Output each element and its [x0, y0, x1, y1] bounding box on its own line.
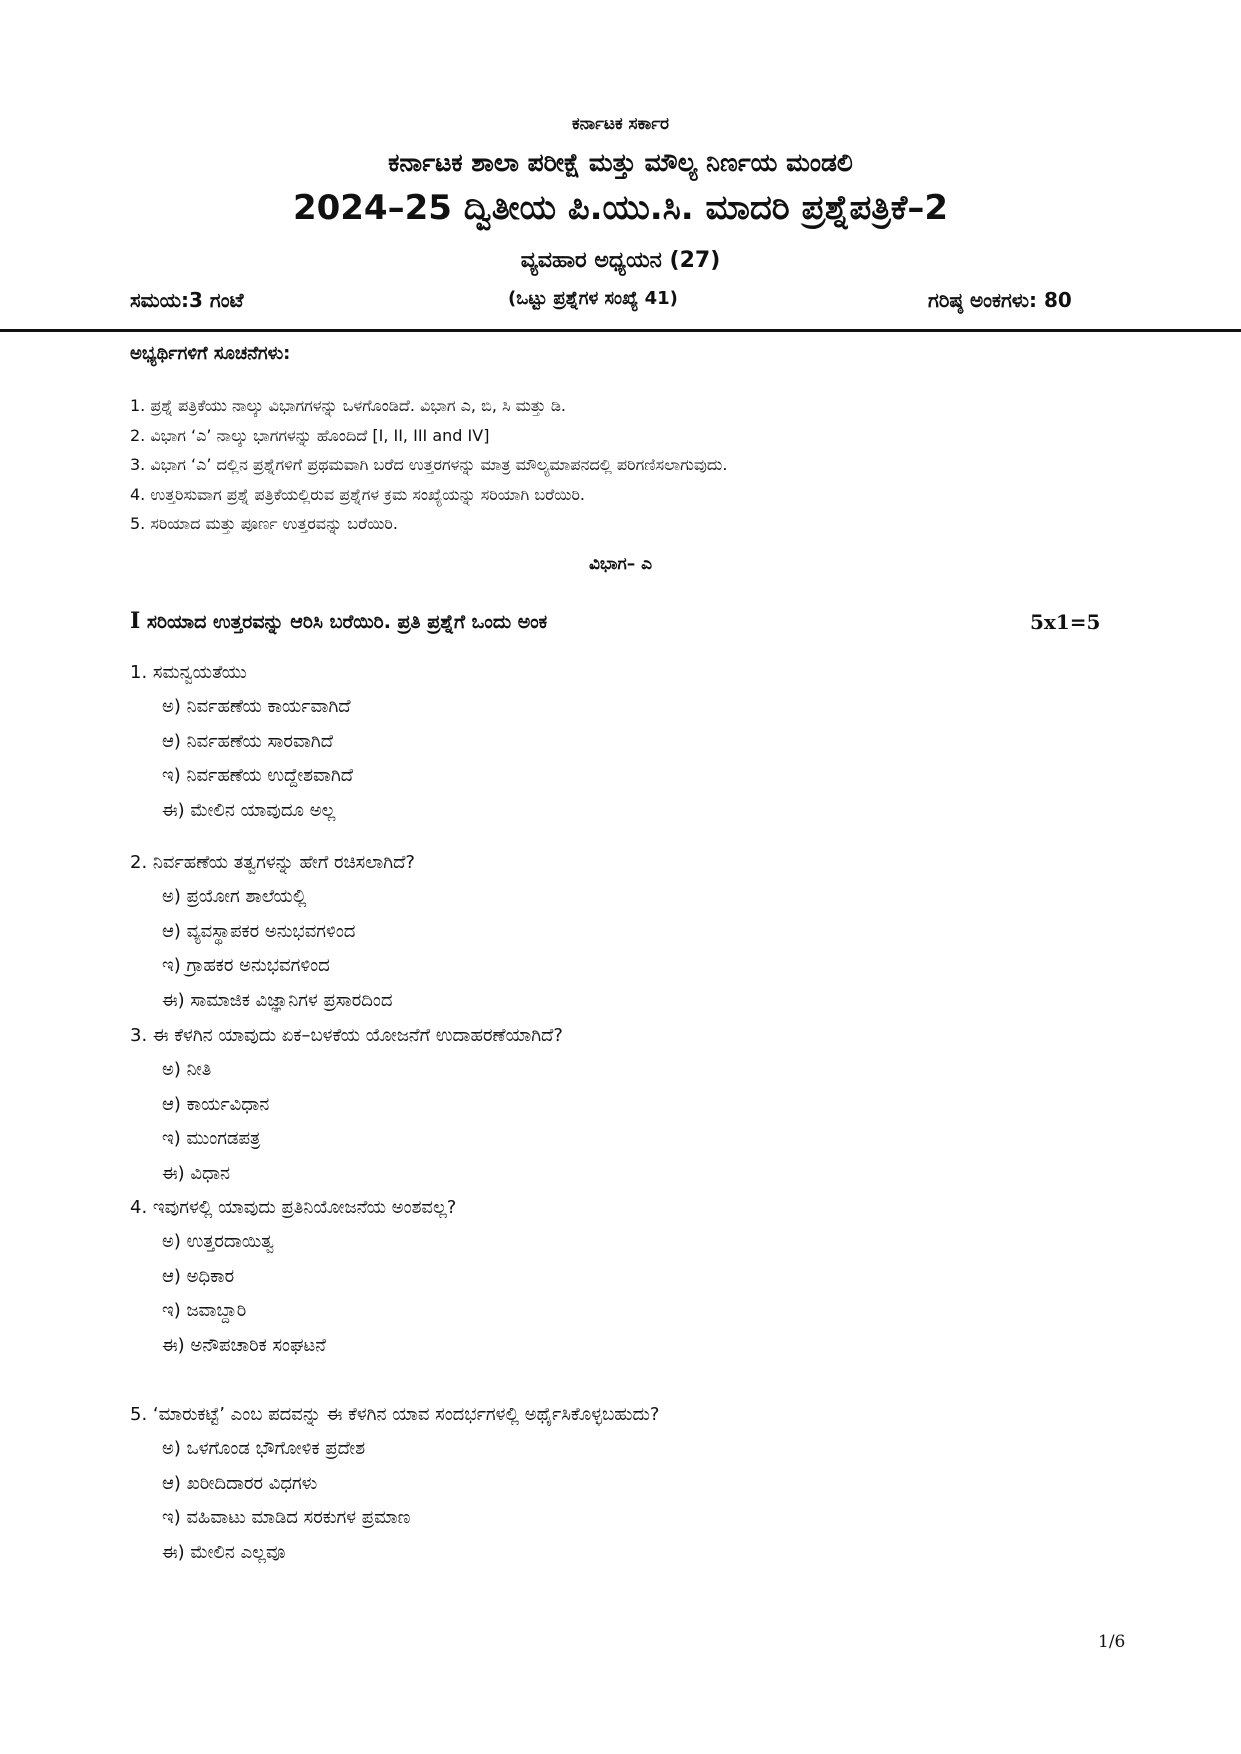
option: ಆ) ವ್ಯವಸ್ಥಾಪಕರ ಅನುಭವಗಳಿಂದ [162, 920, 356, 942]
option: ಇ) ಜವಾಬ್ದಾರಿ [162, 1300, 247, 1321]
instructions-list [130, 391, 727, 539]
option: ಈ) ಮೇಲಿನ ಎಲ್ಲವೂ [162, 1541, 286, 1563]
option: ಅ) ಉತ್ತರದಾಯಿತ್ವ [162, 1231, 274, 1252]
instruction-item: 3. ವಿಭಾಗ ‘ಎ’ ದಲ್ಲಿನ ಪ್ರಶ್ನೆಗಳಿಗೆ ಪ್ರಥಮವಾಗಿ ಬರೆದ ಉತ್ತರಗಳನ್ನು ಮಾತ್ರ ಮೌಲ್ಯಮಾಪನದಲ್ಲಿ ಪರಿಗಣಿಸಲಾಗುವುದು. [130, 455, 728, 474]
option: ಇ) ನಿರ್ವಹಣೆಯ ಉದ್ದೇಶವಾಗಿದೆ [162, 765, 354, 786]
instruction-item: 5. ಸರಿಯಾದ ಮತ್ತು ಪೂರ್ಣ ಉತ್ತರವನ್ನು ಬರೆಯಿರಿ. [130, 514, 398, 533]
board-name: ಕರ್ನಾಟಕ ಶಾಲಾ ಪರೀಕ್ಷೆ ಮತ್ತು ಮೌಲ್ಯ ನಿರ್ಣಯ ಮಂಡಲಿ [388, 148, 853, 177]
question-3 [130, 1019, 563, 1191]
instruction-item: 4. ಉತ್ತರಿಸುವಾಗ ಪ್ರಶ್ನೆ ಪತ್ರಿಕೆಯಲ್ಲಿರುವ ಪ್ರಶ್ನೆಗಳ ಕ್ರಮ ಸಂಖ್ಯೆಯನ್ನು ಸರಿಯಾಗಿ ಬರೆಯಿರಿ. [130, 484, 585, 504]
option: ಈ) ವಿಧಾನ [162, 1162, 230, 1184]
option: ಆ) ನಿರ್ವಹಣೆಯ ಸಾರವಾಗಿದೆ [162, 730, 334, 752]
instruction-item: 2. ವಿಭಾಗ ‘ಎ’ ನಾಲ್ಕು ಭಾಗಗಳನ್ನು ಹೊಂದಿದೆ [I, II, III and IV] [130, 425, 490, 445]
option: ಅ) ನೀತಿ [162, 1059, 212, 1080]
part-instruction: ಸರಿಯಾದ ಉತ್ತರವನ್ನು ಆರಿಸಿ ಬರೆಯಿರಿ. ಪ್ರತಿ ಪ್ರಶ್ನೆಗೆ ಒಂದು ಅಂಕ [146, 611, 548, 633]
option: ಆ) ಅಧಿಕಾರ [162, 1265, 235, 1287]
question-2 [130, 846, 415, 1018]
subject-title: ವ್ಯವಹಾರ ಅಧ್ಯಯನ (27) [520, 248, 721, 273]
option: ಅ) ಪ್ರಯೋಗ ಶಾಲೆಯಲ್ಲಿ [162, 886, 307, 907]
option: ಆ) ಕಾರ್ಯವಿಧಾನ [162, 1093, 270, 1115]
question-text: 5. ‘ಮಾರುಕಟ್ಟೆ’ ಎಂಬ ಪದವನ್ನು ಈ ಕೆಳಗಿನ ಯಾವ ಸಂದರ್ಭಗಳಲ್ಲಿ ಅರ್ಥೈಸಿಕೊಳ್ಳಬಹುದು? [130, 1404, 660, 1425]
option: ಈ) ಸಾಮಾಜಿಕ ವಿಜ್ಞಾನಿಗಳ ಪ್ರಸಾರದಿಂದ [162, 989, 393, 1011]
part-number: I [130, 608, 141, 634]
question-text: 1. ಸಮನ್ವಯತೆಯು [130, 662, 247, 683]
option: ಇ) ಮುಂಗಡಪತ್ರ [162, 1128, 261, 1149]
instructions-heading: ಅಭ್ಯರ್ಥಿಗಳಿಗೆ ಸೂಚನೆಗಳು: [130, 343, 291, 364]
option: ಅ) ನಿರ್ವಹಣೆಯ ಕಾರ್ಯವಾಗಿದೆ [162, 696, 351, 717]
option: ಈ) ಅನೌಪಚಾರಿಕ ಸಂಘಟನೆ [162, 1334, 326, 1356]
question-text: 4. ಇವುಗಳಲ್ಲಿ ಯಾವುದು ಪ್ರತಿನಿಯೋಜನೆಯ ಅಂಶವಲ್ಲ? [130, 1197, 457, 1218]
question-5 [130, 1398, 659, 1570]
header-divider [0, 329, 1241, 332]
question-count: (ಒಟ್ಟು ಪ್ರಶ್ನೆಗಳ ಸಂಖ್ಯೆ 41) [508, 288, 678, 309]
section-title: ವಿಭಾಗ– ಎ [588, 554, 653, 574]
max-marks: ಗರಿಷ್ಠ ಅಂಕಗಳು: 80 [928, 288, 1072, 312]
option: ಈ) ಮೇಲಿನ ಯಾವುದೂ ಅಲ್ಲ [162, 799, 336, 821]
instruction-item: 1. ಪ್ರಶ್ನೆ ಪತ್ರಿಕೆಯು ನಾಲ್ಕು ವಿಭಾಗಗಳನ್ನು ಒಳಗೊಂಡಿದೆ. ವಿಭಾಗ ಎ, ಬಿ, ಸಿ ಮತ್ತು ಡಿ. [130, 396, 566, 415]
option: ಅ) ಒಳಗೊಂಡ ಭೌಗೋಳಿಕ ಪ್ರದೇಶ [162, 1438, 366, 1459]
question-text: 3. ಈ ಕೆಳಗಿನ ಯಾವುದು ಏಕ–ಬಳಕೆಯ ಯೋಜನೆಗೆ ಉದಾಹರಣೆಯಾಗಿದೆ? [130, 1025, 563, 1046]
paper-title: 2024–25 ದ್ವಿತೀಯ ಪಿ.ಯು.ಸಿ. ಮಾದರಿ ಪ್ರಶ್ನೆಪತ್ರಿಕೆ–2 [292, 188, 949, 228]
part-marks: 5x1=5 [1030, 610, 1101, 634]
part-heading [130, 608, 547, 634]
question-text: 2. ನಿರ್ವಹಣೆಯ ತತ್ವಗಳನ್ನು ಹೇಗೆ ರಚಿಸಲಾಗಿದೆ? [130, 852, 415, 873]
option: ಆ) ಖರೀದಿದಾರರ ವಿಧಗಳು [162, 1472, 318, 1494]
question-4 [130, 1191, 456, 1363]
government-name: ಕರ್ನಾಟಕ ಸರ್ಕಾರ [571, 114, 670, 134]
option: ಇ) ವಹಿವಾಟು ಮಾಡಿದ ಸರಕುಗಳ ಪ್ರಮಾಣ [162, 1507, 411, 1528]
option: ಇ) ಗ್ರಾಹಕರ ಅನುಭವಗಳಿಂದ [162, 955, 330, 976]
question-1 [130, 656, 353, 828]
exam-time: ಸಮಯ:3 ಗಂಟೆ [130, 288, 244, 312]
page-number: 1/6 [1098, 1632, 1126, 1652]
